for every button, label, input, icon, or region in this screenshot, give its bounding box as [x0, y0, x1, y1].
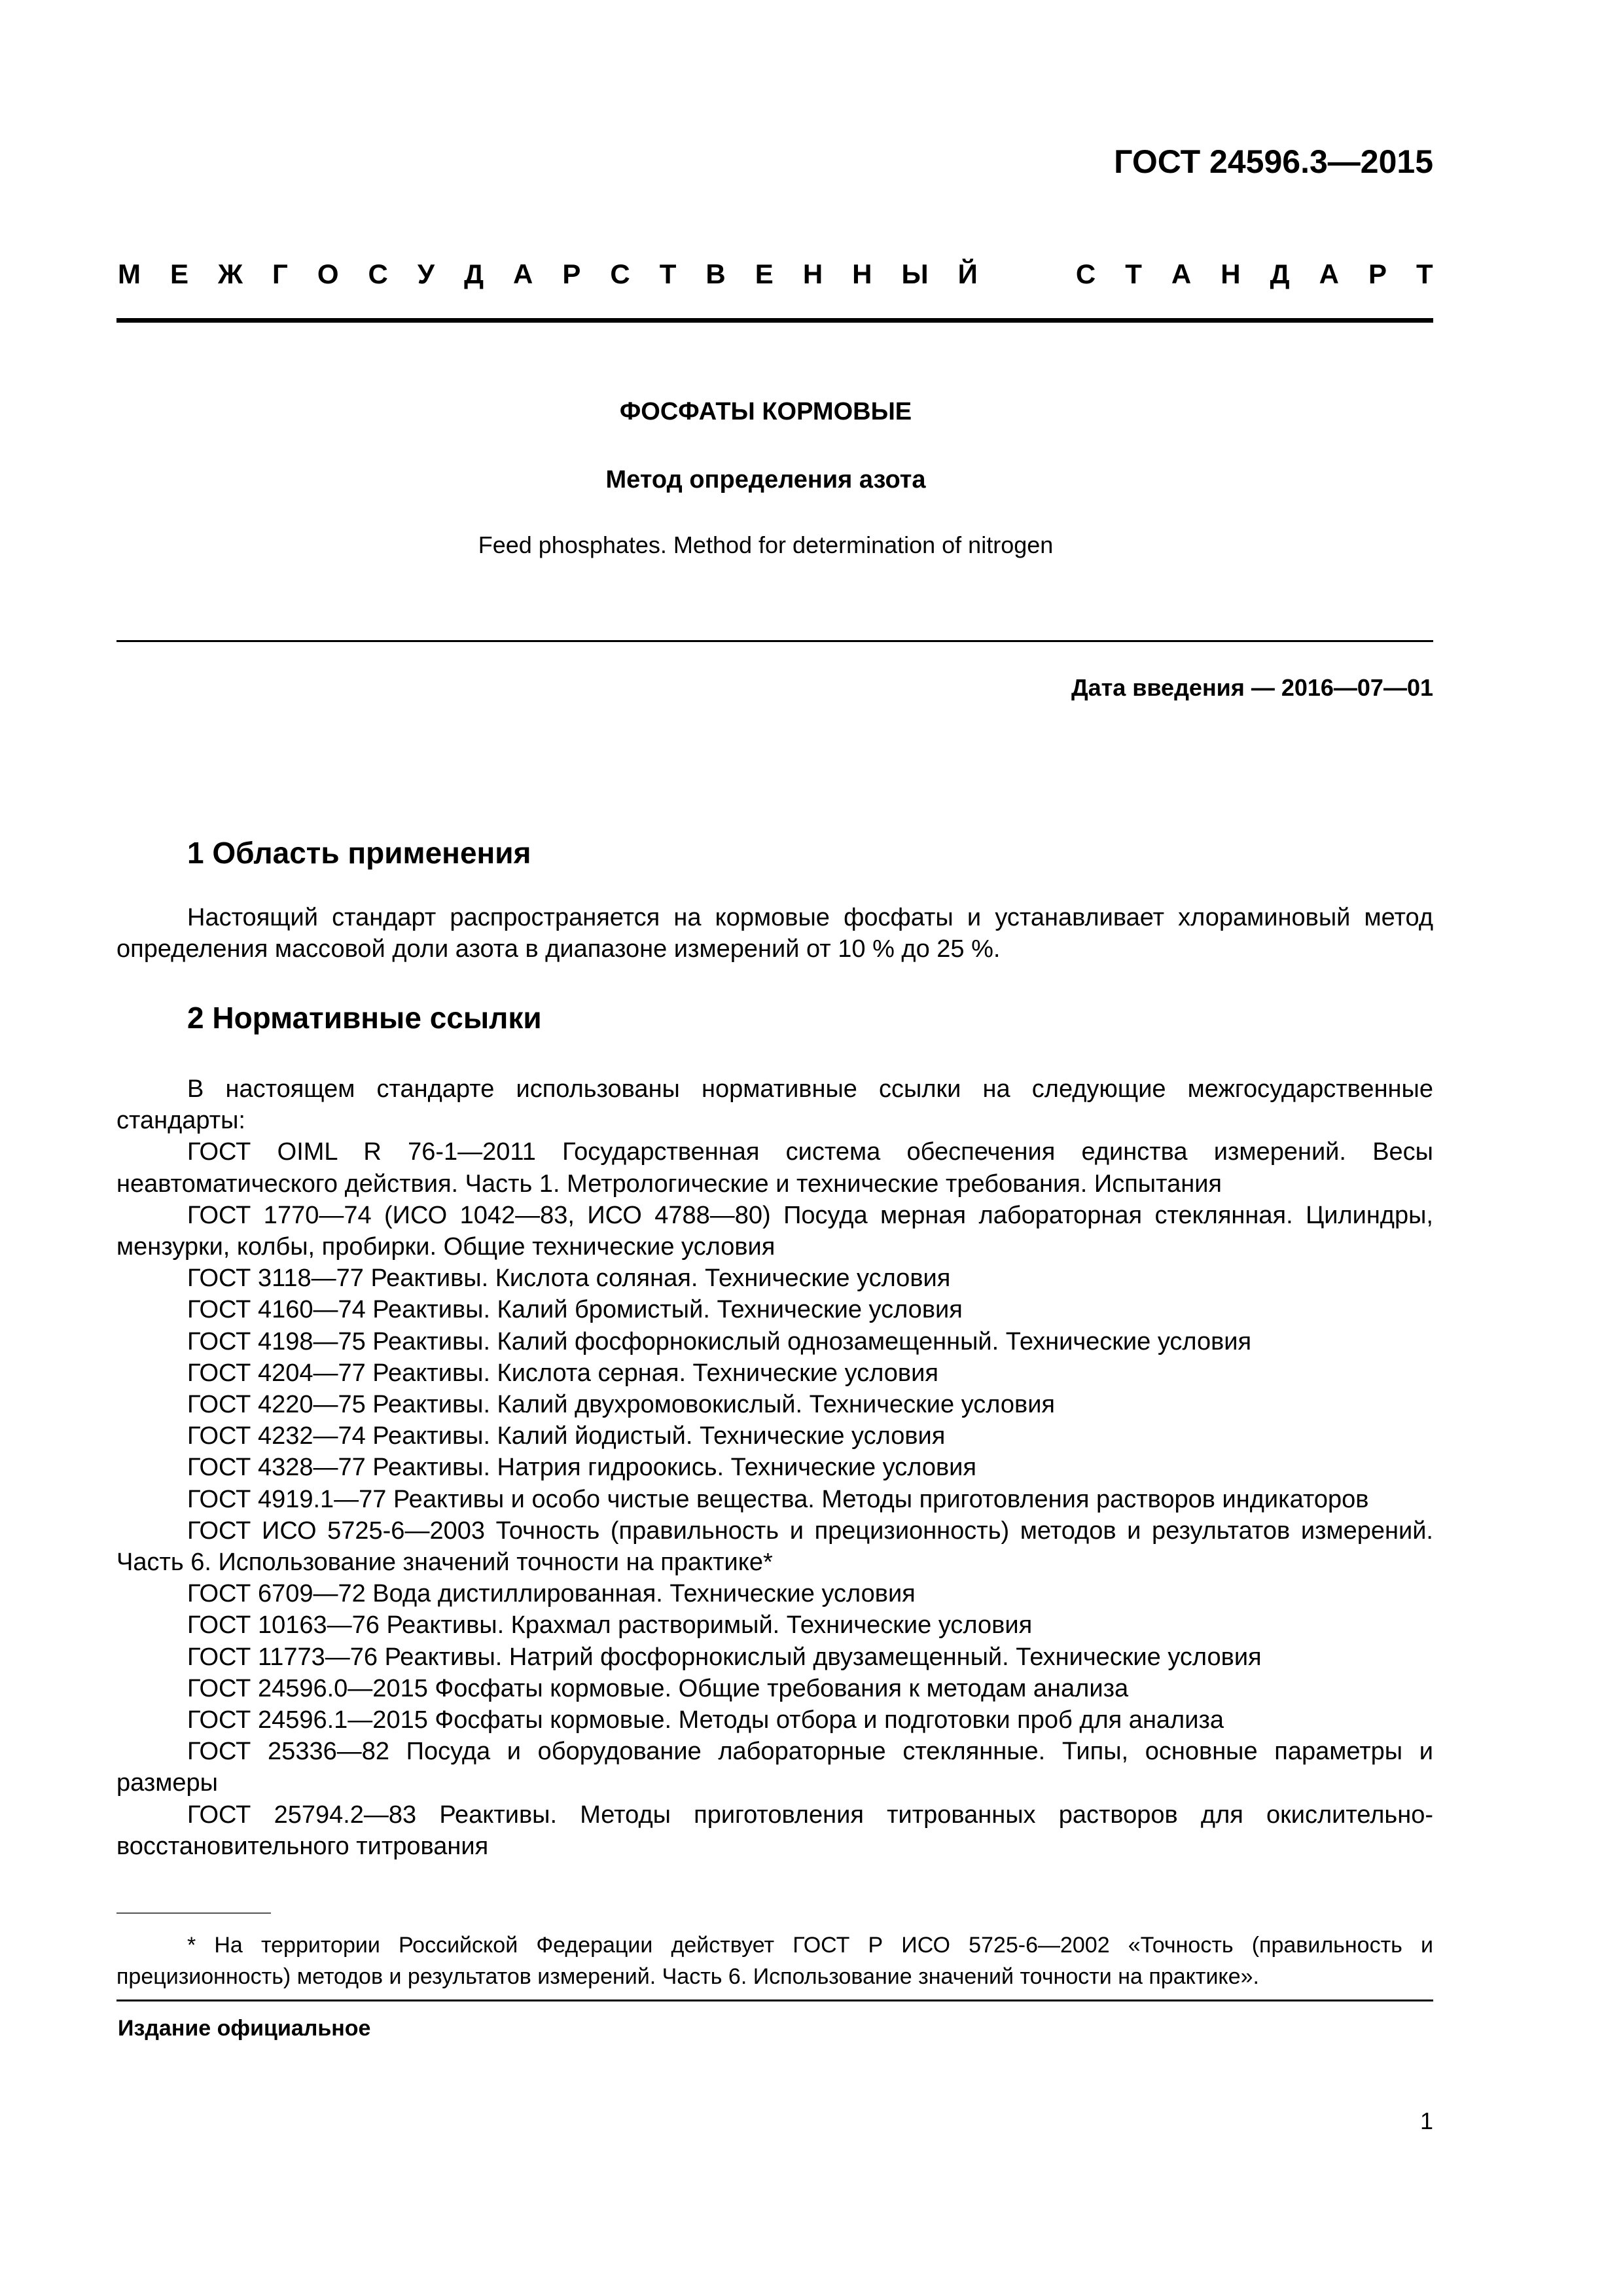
reference-item: ГОСТ 6709—72 Вода дистиллированная. Технические условия — [187, 1580, 916, 1608]
heading-letter: Т — [1125, 259, 1142, 289]
reference-item: ГОСТ 3118—77 Реактивы. Кислота соляная. Технические условия — [187, 1265, 951, 1293]
document-title: ФОСФАТЫ КОРМОВЫЕ — [619, 398, 912, 425]
heading-letter: Ы — [901, 259, 929, 289]
gost-number: ГОСТ 24596.3—2015 — [1114, 143, 1433, 180]
reference-item: ГОСТ 25336—82 Посуда и оборудование лабораторные стеклянные. Типы, основные параметры и размеры — [116, 1738, 1433, 1797]
footnote: * На территории Российской Федерации действует ГОСТ Р ИСО 5725-6—2002 «Точность (правильность и прецизионность) методов и результатов измерений. Часть 6. Использование значений точности на практике». — [116, 1933, 1433, 1989]
header-rule — [116, 318, 1433, 323]
heading-letter: Н — [1221, 259, 1241, 289]
heading-letter: Д — [464, 259, 484, 289]
section-1-heading: 1 Область применения — [187, 836, 531, 870]
heading-letter: Н — [852, 259, 872, 289]
heading-letter: В — [705, 259, 726, 289]
heading-letter: Т — [1416, 259, 1433, 289]
document-subtitle: Метод определения азота — [605, 466, 926, 493]
heading-letter: Г — [272, 259, 288, 289]
normative-references-list — [116, 1073, 1433, 1862]
heading-letter: Д — [1270, 259, 1290, 289]
reference-item: ГОСТ 24596.0—2015 Фосфаты кормовые. Общие требования к методам анализа — [187, 1674, 1129, 1702]
reference-item: ГОСТ 4328—77 Реактивы. Натрия гидроокись. Технические условия — [187, 1454, 976, 1482]
section-1-text: Настоящий стандарт распространяется на кормовые фосфаты и устанавливает хлораминовый метод определения массовой доли азота в диапазоне измерений от 10 % до 25 %. — [116, 904, 1433, 963]
heading-letter: Й — [957, 259, 978, 289]
heading-letter: Е — [170, 259, 189, 289]
footer-rule — [116, 2000, 1433, 2001]
heading-letter: А — [1319, 259, 1339, 289]
reference-item: ГОСТ 24596.1—2015 Фосфаты кормовые. Методы отбора и подготовки проб для анализа — [187, 1706, 1224, 1734]
reference-item: ГОСТ 11773—76 Реактивы. Натрий фосфорнокислый двузамещенный. Технические условия — [187, 1643, 1262, 1671]
reference-item: ГОСТ 4919.1—77 Реактивы и особо чистые вещества. Методы приготовления растворов индикаторов — [187, 1485, 1369, 1513]
heading-letter: С — [1075, 259, 1096, 289]
heading-letter: Р — [562, 259, 581, 289]
reference-item: ГОСТ 4232—74 Реактивы. Калий йодистый. Технические условия — [187, 1422, 946, 1450]
document-title-english: Feed phosphates. Method for determination of nitrogen — [478, 531, 1054, 558]
footnote-separator — [116, 1912, 271, 1914]
introduction-date: Дата введения — 2016—07—01 — [1071, 674, 1433, 701]
heading-letter: У — [417, 259, 435, 289]
interstate-standard-heading — [118, 259, 1433, 290]
reference-item: ГОСТ OIML R 76-1—2011 Государственная система обеспечения единства измерений. Весы неавтоматического действия. Часть 1. Метрологические и технические требования. Испытания — [116, 1138, 1433, 1198]
reference-item: ГОСТ ИСО 5725-6—2003 Точность (правильность и прецизионность) методов и результатов измерений. Часть 6. Использование значений точности на практике* — [116, 1516, 1433, 1577]
reference-item: ГОСТ 25794.2—83 Реактивы. Методы приготовления титрованных растворов для окислительно-восстановительного титрования — [116, 1801, 1433, 1860]
heading-letter: С — [368, 259, 388, 289]
heading-letter: Р — [1368, 259, 1387, 289]
title-rule — [116, 640, 1433, 642]
references-intro: В настоящем стандарте использованы нормативные ссылки на следующие межгосударственные стандарты: — [116, 1075, 1433, 1135]
reference-item: ГОСТ 10163—76 Реактивы. Крахмал растворимый. Технические условия — [187, 1611, 1033, 1640]
heading-letter: Е — [755, 259, 774, 289]
reference-item: ГОСТ 4160—74 Реактивы. Калий бромистый. Технические условия — [187, 1296, 963, 1324]
section-2-heading: 2 Нормативные ссылки — [187, 1001, 542, 1035]
reference-item: ГОСТ 4220—75 Реактивы. Калий двухромовокислый. Технические условия — [187, 1391, 1055, 1419]
heading-letter: О — [317, 259, 339, 289]
heading-letter: Т — [659, 259, 677, 289]
reference-item: ГОСТ 4198—75 Реактивы. Калий фосфорнокислый однозамещенный. Технические условия — [187, 1327, 1252, 1355]
heading-letter: М — [118, 259, 141, 289]
heading-letter: С — [610, 259, 630, 289]
heading-letter: А — [1171, 259, 1192, 289]
heading-letter: А — [513, 259, 533, 289]
page-number: 1 — [1419, 2108, 1433, 2134]
heading-letter: Ж — [218, 259, 243, 289]
reference-item: ГОСТ 4204—77 Реактивы. Кислота серная. Технические условия — [187, 1359, 938, 1387]
heading-letter: Н — [802, 259, 823, 289]
official-edition-label: Издание официальное — [118, 2016, 371, 2041]
reference-item: ГОСТ 1770—74 (ИСО 1042—83, ИСО 4788—80) Посуда мерная лабораторная стеклянная. Цилиндры, мензурки, колбы, пробирки. Общие технические условия — [116, 1201, 1433, 1261]
